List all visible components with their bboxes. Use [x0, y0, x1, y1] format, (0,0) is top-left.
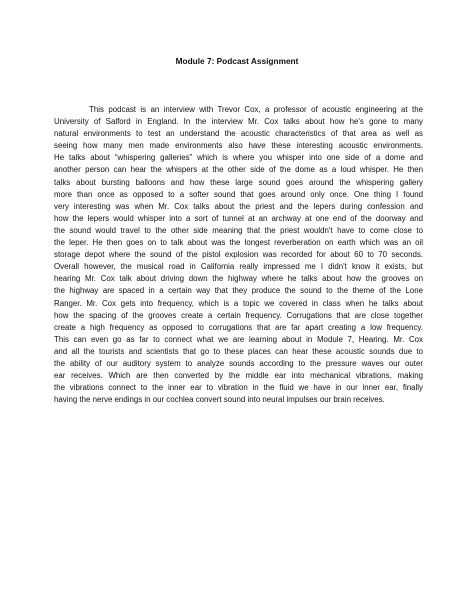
paragraph-line: the vibrations connect to the inner ear to vibration in the fluid we have in our inner ear, finally	[54, 383, 423, 393]
paragraph-line: the sound would travel to the other side meaning that the priest wouldn't have to come close to	[54, 225, 423, 235]
paragraph-line: more than once as opposed to a softer sound that goes around only once. One thing I found	[54, 189, 423, 199]
paragraph-line: University of Salford in England. In the interview Mr. Cox talks about how he's gone to many	[54, 117, 423, 127]
paragraph-line: the ability of our auditory system to analyze sounds according to the pressure waves our outer	[54, 358, 423, 368]
paragraph-line: He talks about “whispering galleries” which is where you whisper into one side of a dome and	[54, 153, 423, 163]
paragraph-line: another person can hear the whispers at the other side of the dome as a loud whisper. He then	[54, 165, 423, 175]
paragraph-line: how the spacing of the grooves create a certain frequency. Corrugations that are close together	[54, 310, 423, 320]
paragraph-line: seeing how many men made environments also have these interesting acoustic environments.	[54, 141, 423, 151]
paragraph-line: very interesting was when Mr. Cox talks about the priest and the lepers during confession and	[54, 201, 423, 211]
paragraph-line: the leper. He then goes on to talk about was the longest reverberation on earth which was an oil	[54, 238, 423, 248]
paragraph-line: and all the tourists and scientists that go to these places can hear these acoustic sounds due to	[54, 346, 423, 356]
paragraph-line: having the nerve endings in our cochlea convert sound into neural impulses our brain receives.	[54, 395, 385, 405]
paragraph-line: Overall however, the musical road in California really impressed me I didn't know it exists, but	[54, 262, 423, 272]
paragraph-line: This can even go as far to connect what we are learning about in Module 7, Hearing. Mr. Cox	[54, 334, 423, 344]
paragraph-line: talks about bursting balloons and how these large sound goes around the whispering gallery	[54, 177, 423, 187]
paragraph-line: ear receives. Which are then converted by the middle ear into mechanical vibrations, making	[54, 371, 423, 381]
body-paragraph	[54, 104, 423, 406]
paragraph-line: natural environments to test an understand the acoustic characteristics of that area as well as	[54, 129, 423, 139]
paragraph-line: the highway are spaced in a certain way that they produce the sound to the theme of the Lone	[54, 286, 423, 296]
paragraph-line: how the lepers would whisper into a sort of tunnel at an archway at one end of the doorway and	[54, 213, 423, 223]
paragraph-line: storage depot where the sound of the pistol explosion was recorded for about 60 to 70 seconds.	[54, 250, 423, 260]
paragraph-line: Ranger. Mr. Cox gets into frequency, which is a topic we covered in class when he talks about	[54, 298, 423, 308]
paragraph-line: create a high frequency as opposed to corrugations that are far apart creating a low frequency.	[54, 322, 423, 332]
paragraph-line: hearing Mr. Cox talk about driving down the highway where he talks about how the grooves on	[54, 274, 423, 284]
paragraph-line: This podcast is an interview with Trevor Cox, a professor of acoustic engineering at the	[54, 105, 423, 114]
document-title: Module 7: Podcast Assignment	[175, 56, 299, 66]
